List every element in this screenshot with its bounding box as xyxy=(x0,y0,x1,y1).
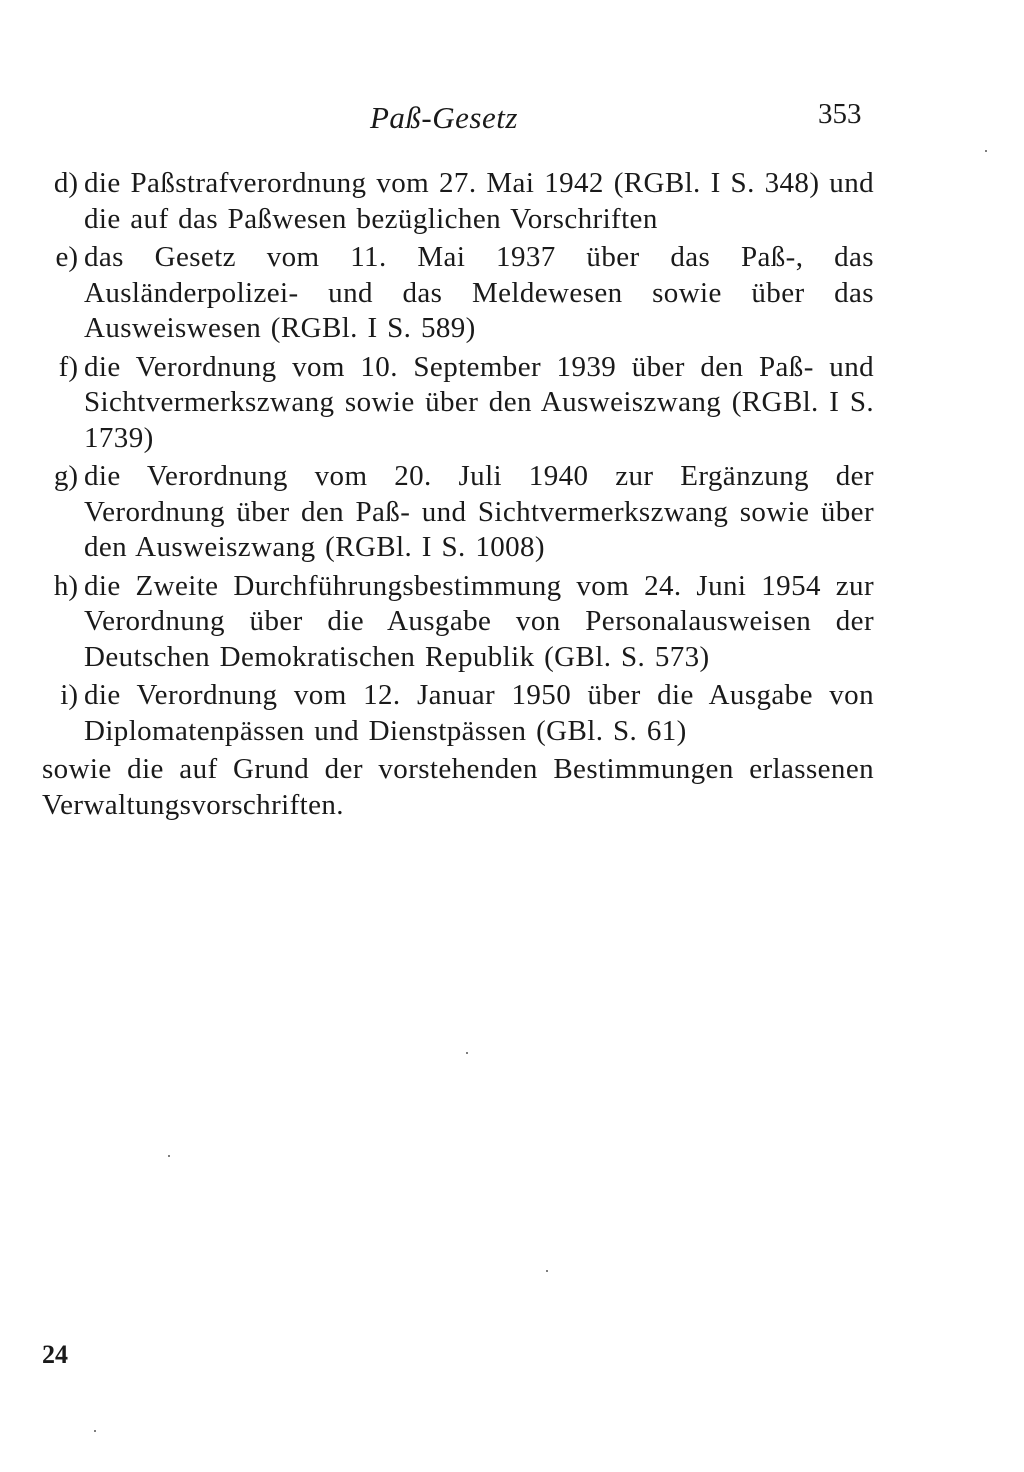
list-marker: e) xyxy=(55,241,78,273)
list-item-g xyxy=(42,459,874,566)
list-marker: h) xyxy=(53,569,78,602)
list-marker: i) xyxy=(60,679,78,711)
list-item-text: die Verordnung vom 10. September 1939 über den Paß- und Sichtvermerkszwang sowie über den Ausweiszwang (RGBl. I S. 1739) xyxy=(84,350,874,454)
print-speck xyxy=(168,1155,170,1157)
list-item-text: die Verordnung vom 12. Januar 1950 über die Ausgabe von Diplomatenpässen und Dienstpässen (GBl. S. 61) xyxy=(84,679,874,747)
print-speck xyxy=(546,1270,548,1272)
list-item-i xyxy=(42,678,874,749)
list-item-text: die Verordnung vom 20. Juli 1940 zur Ergänzung der Verordnung über den Paß- und Sichtvermerkszwang sowie über den Ausweiszwang (RGBl. I S. 1008) xyxy=(84,460,874,563)
list-marker: f) xyxy=(58,350,78,383)
main-text xyxy=(42,166,874,823)
signature-mark: 24 xyxy=(42,1340,68,1369)
list-item-h xyxy=(42,569,874,676)
page-number: 353 xyxy=(818,98,862,130)
list-item-e xyxy=(42,240,874,347)
list-item-text: die Zweite Durchführungsbestimmung vom 24. Juni 1954 zur Verordnung über die Ausgabe von Personalausweisen der Deutschen Demokratischen Republik (GBl. S. 573) xyxy=(84,569,874,673)
print-speck xyxy=(94,1430,96,1432)
list-item-text: die Paßstrafverordnung vom 27. Mai 1942 (RGBl. I S. 348) und die auf das Paßwesen bezüglichen Vorschriften xyxy=(84,167,874,235)
list-item-f xyxy=(42,350,874,457)
print-speck xyxy=(466,1052,468,1054)
list-marker: g) xyxy=(53,460,78,492)
list-item-text: das Gesetz vom 11. Mai 1937 über das Paß-, das Ausländerpolizei- und das Meldewesen sowie über das Ausweiswesen (RGBl. I S. 589) xyxy=(84,241,874,344)
running-title: Paß-Gesetz xyxy=(370,100,518,135)
closing-paragraph: sowie die auf Grund der vorstehenden Bestimmungen erlassenen Verwaltungsvorschriften. xyxy=(42,753,874,821)
print-speck xyxy=(985,150,987,152)
list-marker: d) xyxy=(53,167,78,199)
list-item-d xyxy=(42,166,874,237)
